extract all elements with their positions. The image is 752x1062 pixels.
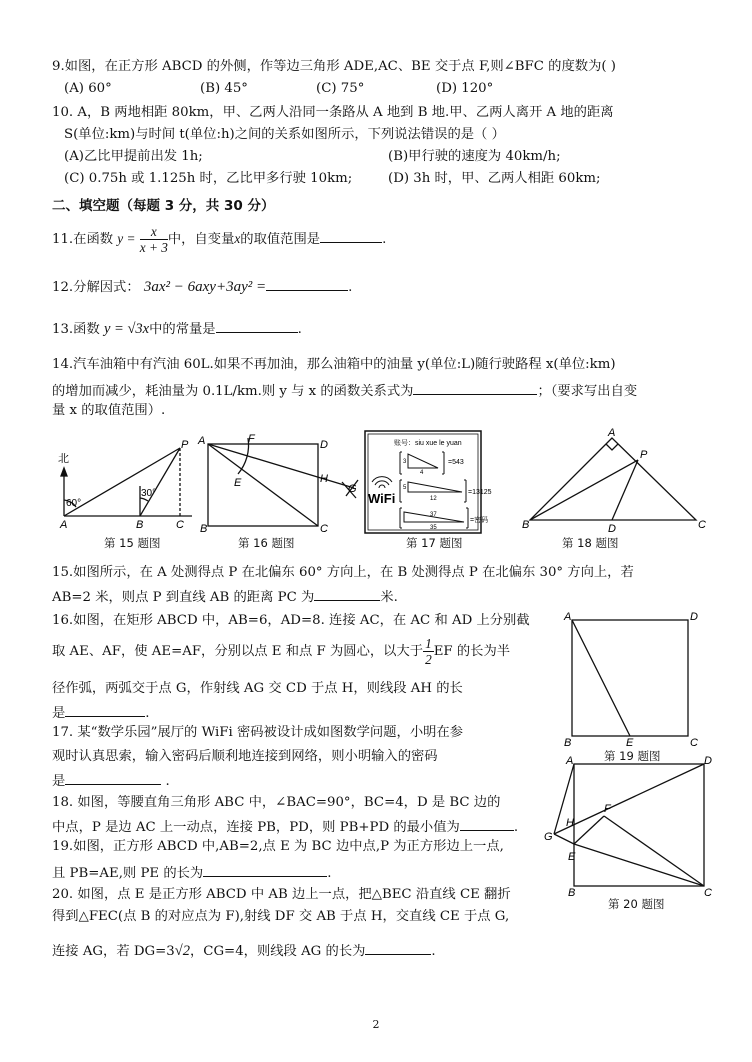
figure-15 (52, 436, 198, 532)
fig19-label-c: C (690, 737, 698, 749)
fig16-label-b: B (200, 523, 208, 535)
fig18-label-b: B (522, 519, 530, 531)
fig20-label-c: C (704, 887, 712, 899)
fig19-label-a: A (564, 611, 572, 623)
fig18-label-c: C (698, 519, 706, 531)
fig17-wifi-text: WiFi (368, 491, 396, 506)
fig16-label-c: C (320, 523, 328, 535)
q16-line2-text: 取 AE、AF，使 AE=AF，分别以点 E 和点 F 为圆心，以大于 (52, 644, 424, 659)
q20-line3: 连接 AG，若 DG=3√2，CG=4，则线段 AG 的长为 . (52, 940, 436, 961)
fig15-north-arrowhead (61, 468, 67, 476)
fig16-label-a: A (198, 435, 206, 447)
q15-unit: 米. (380, 590, 398, 605)
q11-fraction (140, 224, 168, 255)
q11-post2: 的取值范围是 (240, 232, 321, 247)
figure-19 (560, 606, 710, 748)
q17-answer-blank[interactable] (65, 770, 161, 785)
fig16-label-e: E (234, 477, 242, 489)
q9-option-a: (A) 60° (64, 81, 112, 96)
fig20-label-e: E (568, 851, 576, 863)
q12-prefix: 12.分解因式： (52, 280, 140, 295)
q10-option-d: (D) 3h 时，甲、乙两人相距 60km; (388, 171, 601, 186)
fig18-label-p: P (640, 449, 648, 461)
fig18-label-d: D (608, 523, 616, 535)
fig17-wifi-arc3 (379, 485, 385, 488)
q18-line2: 中点，P 是边 AC 上一动点，连接 PB，PD，则 PB+PD 的最小值为 . (52, 816, 518, 837)
figure-16 (196, 432, 362, 536)
q9-option-d: (D) 120° (436, 81, 494, 96)
q14-line2-tail: ；（要求写出自变 (537, 384, 638, 399)
fig19-square (572, 620, 688, 736)
fig20-line-dg (554, 764, 704, 834)
fig18-triangle-abc (530, 438, 696, 520)
fig16-caption: 第 16 题图 (238, 536, 295, 550)
q11-y: y = (117, 231, 136, 246)
q11-prefix: 11.在函数 (52, 232, 114, 247)
fig20-label-g: G (544, 831, 553, 843)
q14-line2-text: 的增加而减少，耗油量为 0.1L/km.则 y 与 x 的函数关系式为 (52, 384, 414, 399)
q13-answer-blank[interactable] (216, 318, 298, 333)
q14-answer-blank[interactable] (413, 380, 537, 395)
q19-answer-blank[interactable] (203, 862, 327, 877)
q10-line2: S(单位:km)与时间 t(单位:h)之间的关系如图所示，下列说法错误的是（ ） (64, 127, 505, 142)
fig16-label-h: H (320, 473, 328, 485)
q15-answer-blank[interactable] (314, 586, 380, 601)
q14-line1: 14.汽车油箱中有汽油 60L.如果不再加油，那么油箱中的油量 y(单位:L)随行驶路程 x(单位:km) (52, 357, 616, 372)
fig19-label-b: B (564, 737, 572, 749)
q20-sqrt: √2 (174, 943, 190, 959)
q20-line1: 20. 如图，点 E 是正方形 ABCD 中 AB 边上一点，把△BEC 沿直线 CE 翻折 (52, 887, 511, 902)
q12-answer-blank[interactable] (266, 276, 348, 291)
fig18-label-a: A (608, 427, 616, 439)
q11-post: 中，自变量 (167, 232, 235, 247)
q15-line2 (52, 586, 398, 607)
q16-line3: 径作弧，两弧交于点 G，作射线 AG 交 CD 于点 H，则线段 AH 的长 (52, 681, 463, 696)
q16-answer-blank[interactable] (65, 702, 145, 717)
q16-line4-text: 是 (52, 706, 66, 721)
q16-fraction (423, 636, 434, 667)
fig20-label-h: H (566, 817, 574, 829)
q18-answer-blank[interactable] (460, 816, 514, 831)
fig18-right-angle (606, 444, 618, 450)
q16-line2 (52, 636, 510, 668)
q18-line1: 18. 如图，等腰直角三角形 ABC 中，∠BAC=90°，BC=4，D 是 BC 边的 (52, 795, 501, 810)
section-title: 二、填空题（每题 3 分，共 30 分） (52, 198, 275, 214)
fig15-label-c: C (176, 519, 184, 531)
fig20-label-b: B (568, 887, 576, 899)
q20-line3-tail: ，CG=4，则线段 AG 的长为 (189, 944, 366, 959)
fig17-wifi-arc2 (375, 481, 389, 485)
q11-denominator: x + 3 (139, 240, 168, 255)
q10-option-c: (C) 0.75h 或 1.125h 时，乙比甲多行驶 10km; (64, 171, 353, 186)
figure-20 (544, 754, 714, 899)
fig16-ray-ag (208, 444, 354, 488)
fig19-caption: 第 19 题图 (604, 749, 661, 763)
fig17-account: 账号：siu xue le yuan (394, 440, 462, 447)
fig15-label-b: B (136, 519, 144, 531)
figure-17 (364, 430, 492, 534)
fig20-label-a: A (566, 755, 574, 767)
q11: 11.在函数 y = $\frac{x}{x + 3}$ 中，自变量x的取值范围是 . (52, 224, 387, 255)
q14-line3: 量 x 的取值范围）. (52, 403, 166, 418)
q15-line1: 15.如图所示，在 A 处测得点 P 在北偏东 60° 方向上，在 B 处测得点 P 在北偏东 30° 方向上，若 (52, 565, 634, 580)
q12: 12.分解因式： 3ax² − 6axy+3ay² = . (52, 276, 352, 297)
q13: 13.函数 y = √3x中的常量是 . (52, 318, 302, 339)
q16-frac-den: 2 (425, 652, 432, 667)
fig17-result1: =543 (448, 459, 464, 466)
page-number: 2 (372, 1018, 380, 1031)
figure-18 (520, 424, 710, 534)
q16-line2-tail: EF 的长为半 (433, 644, 511, 659)
fig20-caption: 第 20 题图 (608, 897, 665, 911)
fig15-label-p: P (181, 439, 189, 451)
q20-line3-text: 连接 AG，若 DG=3 (52, 944, 175, 959)
q17-line1: 17. 某“数学乐园”展厅的 WiFi 密码被设计成如图数学问题，小明在参 (52, 725, 464, 740)
fig17-n35: 35 (430, 525, 437, 531)
fig20-label-f: F (604, 803, 611, 815)
q19-line2-text: 且 PB=AE,则 PE 的长为 (52, 866, 204, 881)
q17-line2: 观时认真思索，输入密码后顺利地连接到网络，则小明输入的密码 (52, 749, 438, 764)
q17-line3: 是 . (52, 770, 170, 791)
fig15-label-north: 北 (58, 453, 69, 465)
q11-var: x (234, 231, 241, 246)
fig18-line-bp (530, 460, 638, 520)
q14-line2 (52, 380, 637, 401)
fig19-label-d: D (690, 611, 698, 623)
q16-frac-num: 1 (425, 636, 432, 651)
q10-option-b: (B)甲行驶的速度为 40km/h; (388, 149, 561, 164)
q16-line1: 16.如图，在矩形 ABCD 中，AB=6，AD=8. 连接 AC，在 AC 和 AD 上分别截 (52, 613, 530, 628)
fig15-label-a: A (60, 519, 68, 531)
fig19-label-e: E (626, 737, 634, 749)
q20-line2: 得到△FEC(点 B 的对应点为 F),射线 DF 交 AB 于点 H，交直线 CE 于点 G, (52, 909, 510, 924)
fig17-n37: 37 (430, 512, 437, 518)
q15-line2-text: AB=2 米，则点 P 到直线 AB 的距离 PC 为 (52, 590, 315, 605)
q13-post: 中的常量是 (149, 322, 216, 337)
fig17-n4: 4 (420, 470, 424, 476)
fig15-caption: 第 15 题图 (104, 536, 161, 550)
fig15-line-ap (64, 448, 180, 516)
fig17-triangle1 (408, 454, 438, 468)
q20-answer-blank[interactable] (365, 940, 431, 955)
q9-text: 9.如图，在正方形 ABCD 的外侧，作等边三角形 ADE,AC、BE 交于点 F,则∠BFC 的度数为( ) (52, 59, 616, 74)
q17-line3-text: 是 (52, 774, 66, 789)
fig18-caption: 第 18 题图 (562, 536, 619, 550)
fig20-line-ge (554, 834, 574, 844)
q16-line4: 是 . (52, 702, 150, 723)
fig18-line-dp (612, 460, 638, 520)
q11-numerator: x (140, 224, 168, 240)
q10-option-a: (A)乙比甲提前出发 1h; (64, 149, 203, 164)
fig17-n5: 5 (403, 485, 407, 491)
fig17-n3: 3 (403, 459, 407, 465)
fig15-line-bp (140, 448, 180, 516)
q11-answer-blank[interactable] (320, 228, 382, 243)
fig16-label-d: D (320, 439, 328, 451)
q12-expression: 3ax² − 6axy+3ay² = (143, 279, 267, 295)
fig16-label-f: F (248, 433, 255, 445)
fig16-diagonal-ac (208, 444, 318, 526)
q19-line2: 且 PB=AE,则 PE 的长为 . (52, 862, 331, 883)
fig15-label-30: 30° (141, 488, 157, 499)
q9-option-b: (B) 45° (200, 81, 248, 96)
fig20-line-fc (604, 816, 704, 886)
q13-prefix: 13.函数 (52, 322, 100, 337)
fig17-result2: =13125 (468, 489, 492, 496)
q10-line1: 10. A，B 两地相距 80km，甲、乙两人沿同一条路从 A 地到 B 地.甲、乙两人离开 A 地的距离 (52, 105, 614, 120)
q18-line2-text: 中点，P 是边 AC 上一动点，连接 PB，PD，则 PB+PD 的最小值为 (52, 820, 460, 835)
fig16-label-g: G (348, 483, 357, 495)
fig17-n12: 12 (430, 496, 437, 502)
fig20-line-ec (574, 844, 704, 886)
fig17-triangle2 (408, 482, 462, 492)
fig19-line-ae (572, 620, 630, 736)
fig20-line-ef (574, 816, 604, 844)
fig20-label-d: D (704, 755, 712, 767)
fig17-caption: 第 17 题图 (406, 536, 463, 550)
q13-expression: y = √3x (103, 321, 150, 337)
q9-option-c: (C) 75° (316, 81, 365, 96)
fig15-label-60: 60° (66, 498, 82, 509)
fig17-result3: =密码 (470, 517, 489, 524)
q19-line1: 19.如图，正方形 ABCD 中,AB=2,点 E 为 BC 边中点,P 为正方形边上一点, (52, 839, 504, 854)
